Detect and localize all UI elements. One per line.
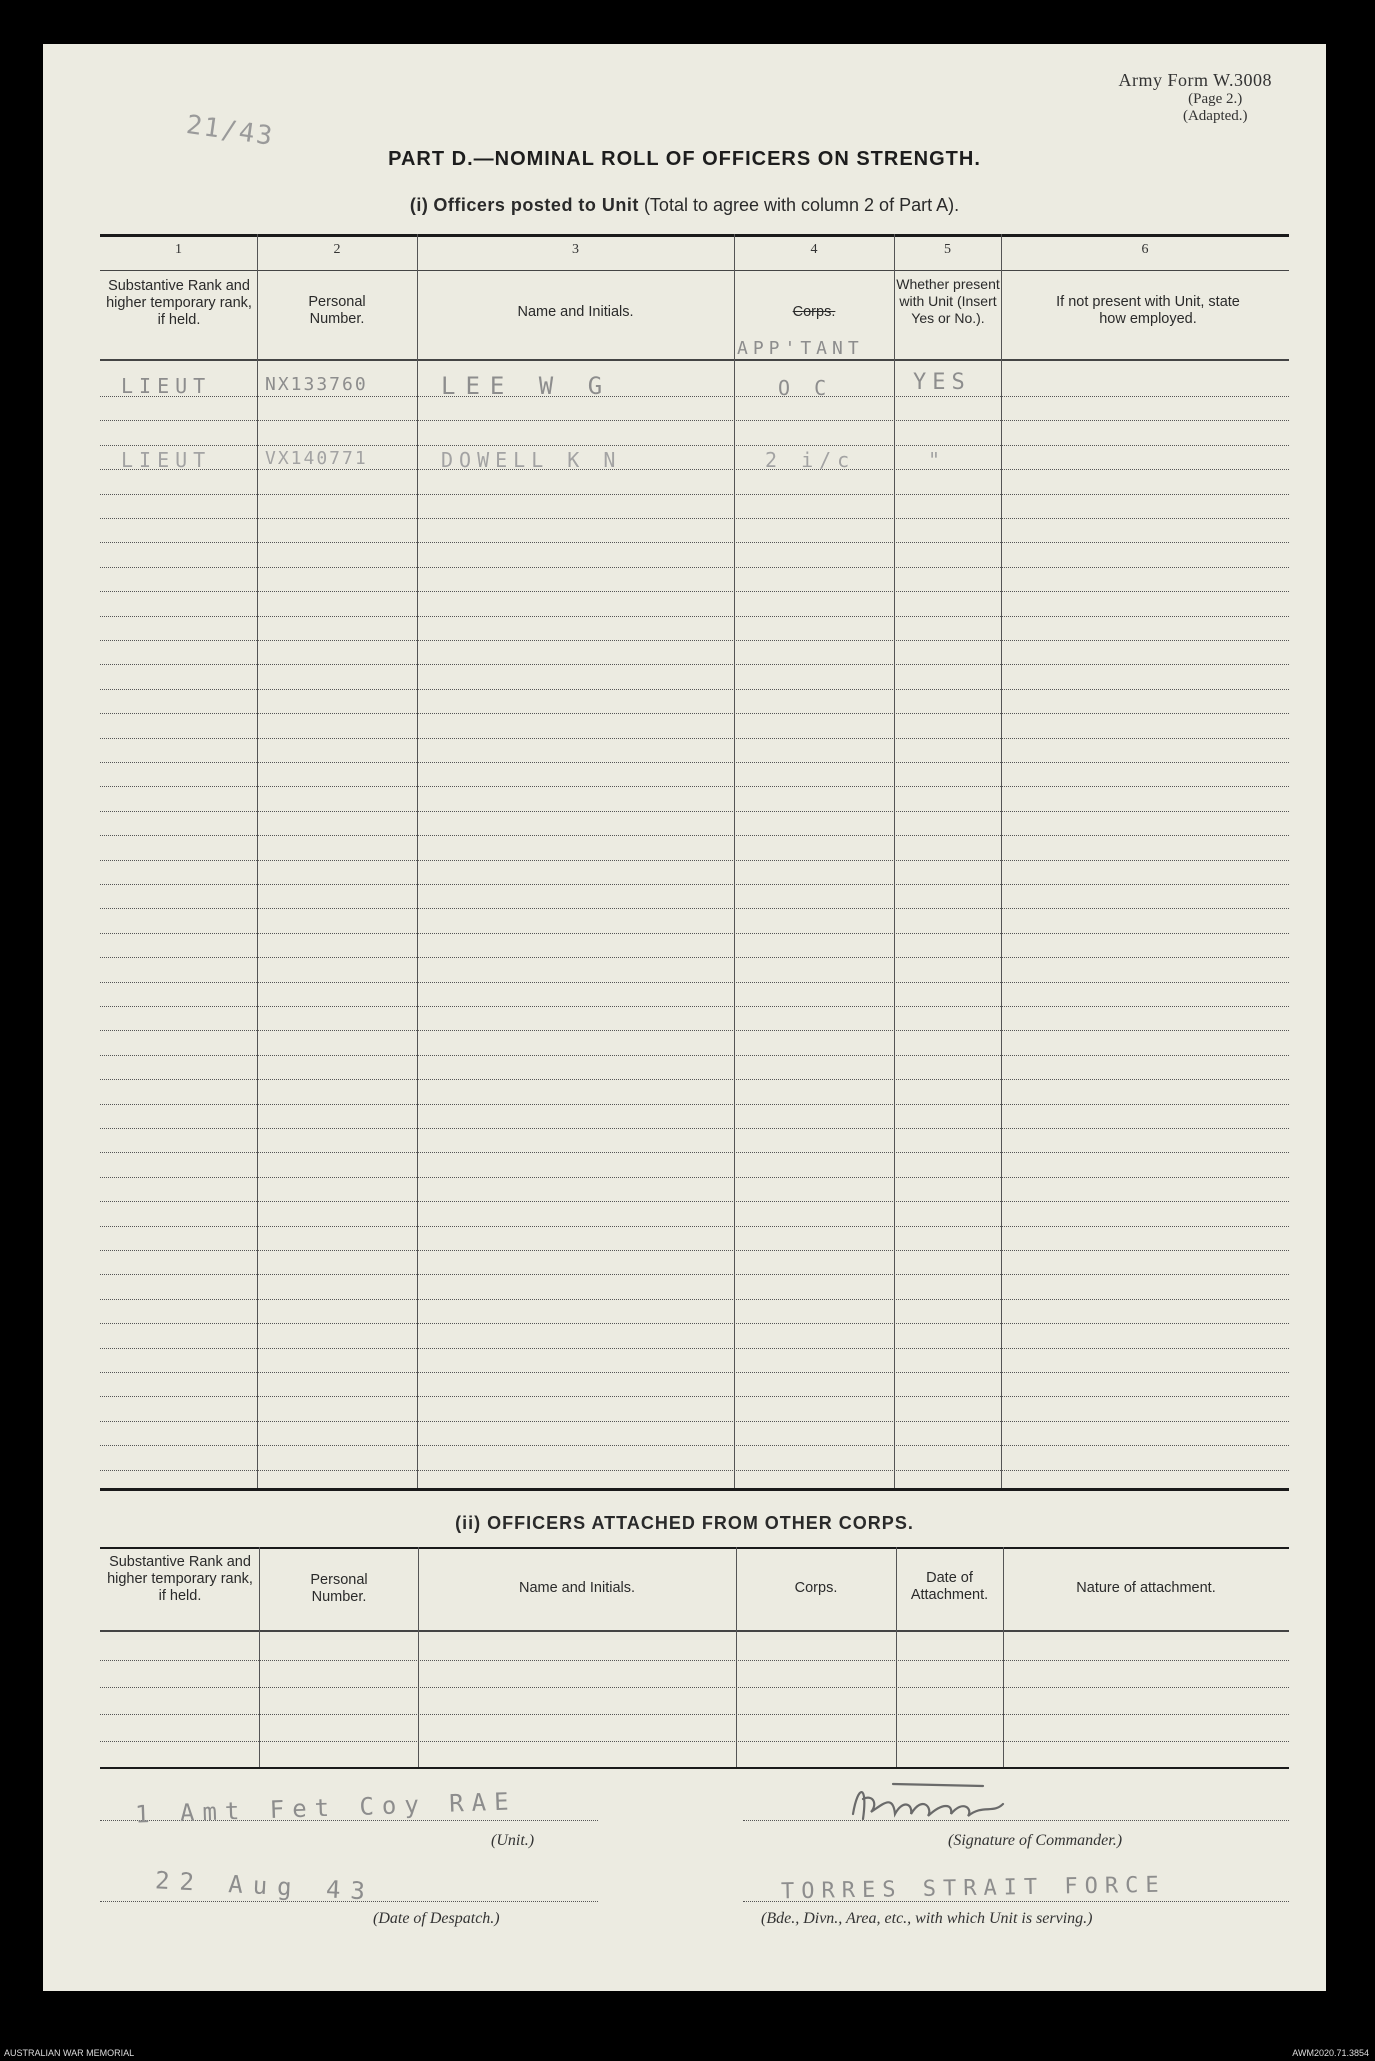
att-header-name: Name and Initials.	[518, 1580, 636, 1596]
ruled-line	[100, 1055, 1289, 1056]
row2-rank: LIEUT	[121, 448, 212, 472]
ruled-line	[100, 567, 1289, 568]
form-page	[43, 44, 1326, 1991]
section1-note: (Total to agree with column 2 of Part A).	[643, 195, 960, 215]
ruled-line	[100, 738, 1289, 739]
ruled-line	[100, 786, 1289, 787]
table1-number-rule	[100, 270, 1289, 271]
ruled-line	[100, 1470, 1289, 1471]
row1-present: YES	[913, 370, 971, 395]
ruled-line	[100, 1250, 1289, 1251]
ruled-line	[100, 1299, 1289, 1300]
ruled-line	[100, 982, 1289, 983]
commander-signature	[833, 1774, 1033, 1834]
ruled-line	[100, 835, 1289, 836]
credit-left: AUSTRALIAN WAR MEMORIAL	[4, 2048, 135, 2058]
ruled-line	[100, 1201, 1289, 1202]
form-reference	[1118, 70, 1272, 125]
row2-present: "	[928, 448, 947, 472]
ruled-line	[100, 811, 1289, 812]
table1-divider-2	[417, 234, 418, 1488]
att-header-rank: Substantive Rank and higher temporary rank, if held.	[107, 1554, 253, 1604]
ruled-line	[100, 445, 1289, 446]
ruled-line	[100, 957, 1289, 958]
ruled-line	[100, 1396, 1289, 1397]
ruled-line	[100, 1421, 1289, 1422]
formation-value: TORRES STRAIT FORCE	[780, 1872, 1166, 1905]
header-present: Whether present with Unit (Insert Yes or No.).	[896, 276, 1000, 326]
ruled-line	[100, 1104, 1289, 1105]
header-employment: If not present with Unit, state how employed.	[1056, 294, 1240, 327]
ruled-line	[100, 616, 1289, 617]
table2-header-rule	[100, 1630, 1289, 1632]
table1-top-rule	[100, 234, 1289, 237]
col-number-5: 5	[944, 242, 951, 257]
ruled-line	[100, 1226, 1289, 1227]
row2-number: VX140771	[265, 448, 368, 469]
date-value: 22 Aug 43	[154, 1866, 376, 1906]
section1-bold-label: Officers posted to Unit	[433, 195, 639, 215]
table1-divider-3	[734, 234, 735, 1488]
header-corps: Corps.	[792, 304, 836, 320]
row1-name: LEE W G	[441, 372, 613, 400]
ruled-line	[100, 933, 1289, 934]
ruled-line	[100, 1660, 1289, 1661]
table1-divider-4	[894, 234, 895, 1488]
date-label: (Date of Despatch.)	[373, 1910, 500, 1927]
ruled-line	[100, 1177, 1289, 1178]
table2-bottom-rule	[100, 1767, 1289, 1769]
ruled-line	[100, 1323, 1289, 1324]
ruled-line	[100, 1274, 1289, 1275]
att-header-corps: Corps.	[794, 1580, 838, 1596]
ruled-line	[100, 664, 1289, 665]
formation-label: (Bde., Divn., Area, etc., with which Unit is serving.)	[761, 1910, 1093, 1927]
ruled-line	[100, 469, 1289, 470]
ruled-line	[100, 542, 1289, 543]
col-number-2: 2	[333, 242, 341, 257]
ruled-line	[100, 591, 1289, 592]
table2-divider-1	[259, 1547, 260, 1767]
row2-corps: 2 i/c	[765, 448, 856, 472]
ruled-line	[100, 1741, 1289, 1742]
col-number-3: 3	[572, 242, 579, 257]
credit-right: AWM2020.71.3854	[1292, 2048, 1369, 2058]
page-title: PART D.—NOMINAL ROLL OF OFFICERS ON STRENGTH.	[388, 148, 981, 170]
ruled-line	[100, 420, 1289, 421]
ruled-line	[100, 640, 1289, 641]
att-header-nature: Nature of attachment.	[1076, 1580, 1216, 1596]
col-number-4: 4	[810, 242, 818, 257]
row1-number: NX133760	[265, 374, 368, 395]
row1-rank: LIEUT	[121, 374, 212, 398]
ruled-line	[100, 1079, 1289, 1080]
att-header-date: Date of Attachment.	[910, 1570, 989, 1603]
row2-name: DOWELL K N	[441, 448, 622, 472]
ruled-line	[100, 1006, 1289, 1007]
signature-label: (Signature of Commander.)	[948, 1832, 1123, 1849]
form-adapted-note: (Adapted.)	[1182, 108, 1248, 124]
col-number-6: 6	[1141, 242, 1149, 257]
unit-value: 1 Amt Fet Coy RAE	[134, 1787, 518, 1829]
ruled-line	[100, 689, 1289, 690]
ruled-line	[100, 1372, 1289, 1373]
header-rank: Substantive Rank and higher temporary rank, if held.	[106, 278, 252, 328]
table1-header-rule	[100, 359, 1289, 361]
att-header-personal-number: Personal Number.	[310, 1572, 368, 1605]
corps-annotation: APP'TANT	[737, 338, 864, 359]
row1-corps: O C	[778, 376, 833, 400]
section1-prefix: (i)	[409, 195, 429, 215]
header-personal-number: Personal Number.	[308, 294, 366, 327]
table2-top-rule	[100, 1547, 1289, 1549]
ruled-line	[100, 1152, 1289, 1153]
ruled-line	[100, 762, 1289, 763]
table1-divider-1	[257, 234, 258, 1488]
ruled-line	[100, 908, 1289, 909]
table1-bottom-rule	[100, 1488, 1289, 1491]
pencil-reference: 21/43	[184, 110, 276, 152]
ruled-line	[100, 1714, 1289, 1715]
ruled-line	[100, 494, 1289, 495]
ruled-line	[100, 518, 1289, 519]
ruled-line	[100, 396, 1289, 397]
header-name: Name and Initials.	[517, 304, 634, 320]
col-number-1: 1	[175, 242, 182, 257]
section1-heading	[43, 195, 1326, 216]
ruled-line	[100, 1348, 1289, 1349]
table1-divider-5	[1001, 234, 1002, 1488]
form-page-note: (Page 2.)	[1188, 91, 1243, 107]
ruled-line	[100, 1030, 1289, 1031]
form-number: Army Form W.3008	[1118, 70, 1272, 90]
ruled-line	[100, 884, 1289, 885]
ruled-line	[100, 1687, 1289, 1688]
section2-heading: (ii) OFFICERS ATTACHED FROM OTHER CORPS.	[455, 1513, 914, 1533]
unit-label: (Unit.)	[491, 1832, 535, 1849]
ruled-line	[100, 1128, 1289, 1129]
ruled-line	[100, 860, 1289, 861]
ruled-line	[100, 1445, 1289, 1446]
ruled-line	[100, 713, 1289, 714]
